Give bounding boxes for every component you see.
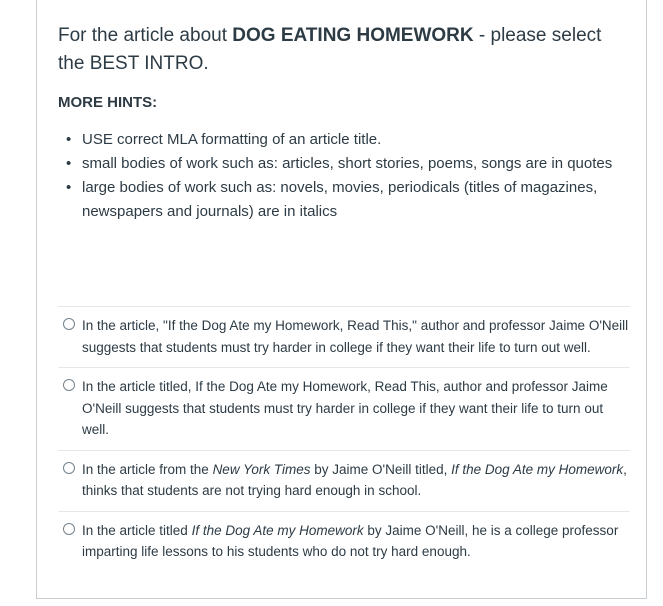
hint-text: large bodies of work such as: novels, movies, periodicals (titles of magazines, newspapers and journals) are in italics [82, 179, 598, 220]
answer-text-segment: In the article, "If the Dog Ate my Homework, Read This," author and professor Jaime O'Neill suggests that students must try harder in college if they want their life to turn out well. [82, 318, 629, 355]
radio-button[interactable] [63, 523, 75, 535]
hints-list [58, 128, 633, 224]
prompt-text-end: - please select the BEST INTRO. [58, 25, 602, 74]
answer-label[interactable] [82, 376, 630, 441]
radio-button[interactable] [63, 379, 75, 391]
question-body [58, 22, 633, 224]
answer-label[interactable] [82, 315, 630, 358]
answer-text-segment: , thinks that students are not trying hard enough in school. [82, 461, 627, 498]
hint-item [66, 176, 633, 224]
answer-text-segment: In the article titled [82, 522, 192, 538]
answer-text-segment: by Jaime O'Neill, he is a college professor imparting life lessons to his students who do not try hard enough. [82, 522, 619, 559]
answer-option[interactable] [58, 368, 630, 451]
radio-button[interactable] [63, 318, 75, 330]
answer-choices [58, 306, 630, 572]
answer-text-segment: In the article from the [82, 461, 213, 477]
answer-text-segment: In the article titled, If the Dog Ate my Homework, Read This, author and professor Jaime O'Neill suggests that students must try harder in college if they want their life to turn out well. [82, 379, 608, 437]
radio-button[interactable] [63, 462, 75, 474]
answer-option[interactable] [58, 512, 630, 572]
hint-text: USE correct MLA formatting of an article title. [82, 131, 382, 148]
hint-item [66, 152, 633, 176]
answer-text-segment: by Jaime O'Neill titled, [310, 461, 452, 477]
quiz-question-card [36, 0, 647, 599]
hint-item [66, 128, 633, 152]
bullet-icon: • [66, 155, 72, 172]
answer-label[interactable] [82, 459, 630, 502]
question-prompt [58, 22, 633, 78]
answer-label[interactable] [82, 520, 630, 563]
answer-title-italic: If the Dog Ate my Homework [191, 522, 364, 538]
bullet-icon: • [66, 131, 72, 148]
bullet-icon: • [66, 179, 72, 196]
hints-heading: MORE HINTS: [58, 94, 158, 111]
answer-title-italic: If the Dog Ate my Homework [451, 461, 624, 477]
answer-option[interactable] [58, 307, 630, 368]
hint-text: small bodies of work such as: articles, short stories, poems, songs are in quotes [82, 155, 613, 172]
prompt-text-start: For the article about [58, 25, 233, 46]
prompt-topic: DOG EATING HOMEWORK [232, 25, 474, 46]
answer-title-italic: New York Times [212, 461, 311, 477]
answer-option[interactable] [58, 451, 630, 512]
